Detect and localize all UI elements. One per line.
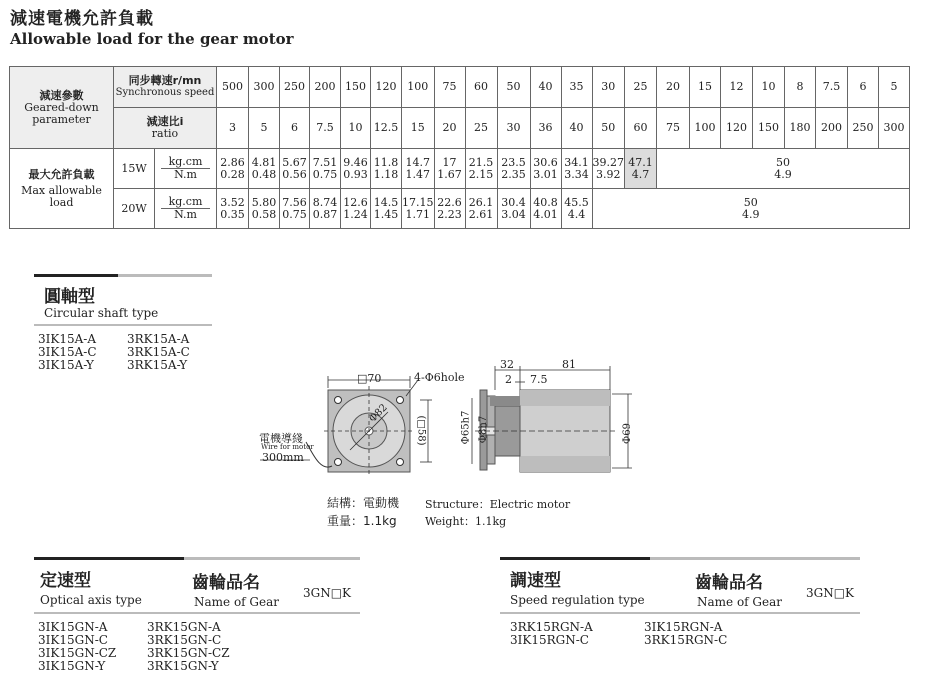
param-label-cn: 減速參數 — [39, 88, 84, 102]
speedreg-models-col2 — [644, 621, 727, 647]
ratio-cell: 60 — [625, 108, 657, 149]
load-value-cell — [310, 149, 341, 189]
model-code: 3IK15A-C — [38, 345, 97, 359]
ratio-cell: 12.5 — [371, 108, 402, 149]
load-nm: 1.47 — [405, 167, 430, 181]
ratio-cell: 75 — [657, 108, 690, 149]
load-kgcm: 4.81 — [251, 155, 277, 169]
load-nm: 0.56 — [282, 167, 307, 181]
wire-length: 300mm — [262, 451, 304, 464]
optical-gear-en: Name of Gear — [194, 595, 280, 609]
load-value-cell — [249, 189, 280, 229]
dim-hole: 4-Φ6hole — [414, 371, 465, 384]
section-rule — [500, 557, 650, 560]
speed-label-en: Synchronous speed — [115, 87, 215, 98]
side-view — [472, 366, 632, 472]
speed-cell: 120 — [371, 67, 402, 108]
section-rule — [34, 274, 118, 277]
ratio-cell: 7.5 — [310, 108, 341, 149]
load-value-cell — [561, 149, 592, 189]
ratio-cell: 36 — [530, 108, 561, 149]
speed-cell: 35 — [561, 67, 592, 108]
ratio-cell: 40 — [561, 108, 592, 149]
weight-en: Weight：1.1kg — [425, 515, 507, 528]
load-kgcm: 5.67 — [282, 155, 307, 169]
ratio-cell: 180 — [785, 108, 816, 149]
load-label-cn: 最大允許負載 — [28, 167, 95, 181]
load-max-cell — [657, 149, 910, 189]
speed-cell: 10 — [753, 67, 785, 108]
optical-title-cn: 定速型 — [40, 571, 91, 591]
load-value-cell — [465, 149, 497, 189]
load-kgcm: 50 — [743, 195, 758, 209]
circular-models-col2 — [127, 333, 190, 372]
speed-cell: 250 — [280, 67, 310, 108]
speed-cell: 12 — [721, 67, 753, 108]
load-value-cell — [280, 189, 310, 229]
load-nm: 0.48 — [251, 167, 277, 181]
load-kgcm: 23.5 — [501, 155, 526, 169]
section-rule — [118, 274, 212, 277]
section-rule — [34, 557, 184, 560]
ratio-cell: 3 — [217, 108, 249, 149]
load-nm: 4.9 — [774, 167, 792, 181]
model-code: 3IK15RGN-A — [644, 620, 723, 634]
load-nm: 3.92 — [596, 167, 621, 181]
speed-cell: 20 — [657, 67, 690, 108]
speed-cell: 8 — [785, 67, 816, 108]
load-value-cell — [280, 149, 310, 189]
optical-gear-code: 3GN□K — [303, 586, 352, 600]
load-nm: 4.4 — [567, 207, 586, 221]
dim-65: Φ65h7 — [460, 410, 472, 445]
optical-title-en: Optical axis type — [40, 593, 142, 607]
load-value-cell — [402, 189, 435, 229]
circular-title-cn: 圓軸型 — [44, 287, 95, 307]
dim-81: 81 — [562, 358, 576, 371]
optical-gear-cn: 齒輪品名 — [192, 573, 260, 593]
speed-cell: 75 — [434, 67, 465, 108]
load-value-cell — [217, 189, 249, 229]
speed-cell: 30 — [592, 67, 625, 108]
load-value-cell — [402, 149, 435, 189]
load-nm: 4.9 — [742, 207, 760, 221]
load-nm: 2.23 — [437, 207, 462, 221]
load-value-cell — [371, 189, 402, 229]
load-kgcm: 21.5 — [468, 155, 494, 169]
speedreg-gear-cn: 齒輪品名 — [695, 573, 763, 593]
load-nm: 4.01 — [533, 207, 558, 221]
model-code: 3RK15A-Y — [127, 358, 188, 372]
page-title-cn: 減速電機允許負載 — [10, 9, 154, 29]
load-nm: 3.34 — [564, 167, 589, 181]
load-nm: 4.7 — [631, 167, 650, 181]
ratio-cell: 300 — [879, 108, 910, 149]
ratio-label-cn: 減速比i — [146, 115, 184, 128]
speed-cell: 150 — [341, 67, 371, 108]
ratio-cell: 20 — [434, 108, 465, 149]
speed-cell: 500 — [217, 67, 249, 108]
load-kgcm: 39.27 — [592, 155, 624, 169]
load-value-cell — [530, 189, 561, 229]
model-code: 3RK15GN-Y — [147, 659, 219, 673]
load-value-cell — [497, 149, 530, 189]
load-kgcm: 14.5 — [373, 195, 399, 209]
load-value-cell — [434, 149, 465, 189]
model-code: 3RK15RGN-C — [644, 633, 728, 647]
load-value-cell — [249, 149, 280, 189]
unit-cell: kg.cm N.m — [155, 149, 217, 189]
speedreg-gear-en: Name of Gear — [697, 595, 783, 609]
load-nm: 1.71 — [405, 207, 430, 221]
ratio-cell: 120 — [721, 108, 753, 149]
load-kgcm: 14.7 — [405, 155, 430, 169]
load-kgcm: 5.80 — [251, 195, 277, 209]
speed-cell: 300 — [249, 67, 280, 108]
load-kgcm: 45.5 — [564, 195, 589, 209]
load-value-cell — [625, 149, 657, 189]
speed-header — [114, 67, 217, 108]
load-value-cell — [592, 149, 625, 189]
section-rule — [34, 612, 360, 614]
load-kgcm: 7.51 — [312, 155, 338, 169]
ratio-cell: 50 — [592, 108, 625, 149]
speed-cell: 40 — [530, 67, 561, 108]
speed-cell: 6 — [848, 67, 879, 108]
model-code: 3IK15A-Y — [38, 358, 94, 372]
load-kgcm: 30.6 — [533, 155, 558, 169]
circular-title-en: Circular shaft type — [44, 306, 159, 320]
dim-32: 32 — [500, 358, 514, 371]
speedreg-title-cn: 調速型 — [510, 571, 561, 591]
dim-82: Φ82 — [367, 402, 390, 425]
model-code: 3RK15A-A — [127, 332, 190, 346]
load-value-cell — [341, 189, 371, 229]
load-nm: 0.75 — [282, 207, 307, 221]
model-code: 3IK15GN-CZ — [38, 646, 117, 660]
model-code: 3RK15A-C — [127, 345, 190, 359]
load-nm: 0.93 — [343, 167, 368, 181]
speedreg-models-col1 — [510, 621, 593, 647]
section-rule — [650, 557, 860, 560]
speed-cell: 60 — [465, 67, 497, 108]
dim-2: 2 — [505, 373, 512, 386]
speedreg-gear-code: 3GN□K — [806, 586, 855, 600]
ratio-cell: 150 — [753, 108, 785, 149]
section-rule — [34, 324, 212, 326]
load-kgcm: 34.1 — [564, 155, 589, 169]
speed-cell: 15 — [690, 67, 721, 108]
structure-en: Structure：Electric motor — [425, 498, 571, 511]
speed-cell: 7.5 — [816, 67, 848, 108]
speed-cell: 50 — [497, 67, 530, 108]
ratio-cell: 15 — [402, 108, 435, 149]
optical-models-col2 — [147, 621, 230, 673]
load-value-cell — [371, 149, 402, 189]
load-kgcm: 30.4 — [501, 195, 526, 209]
load-value-cell — [341, 149, 371, 189]
dim-58: (□58) — [415, 415, 427, 446]
load-kgcm: 9.46 — [343, 155, 368, 169]
load-nm: 2.35 — [501, 167, 526, 181]
dim-7-5: 7.5 — [530, 373, 548, 386]
load-kgcm: 17.15 — [402, 195, 434, 209]
ratio-cell: 100 — [690, 108, 721, 149]
load-nm: 2.15 — [468, 167, 494, 181]
dim-8: Φ8h7 — [478, 415, 490, 444]
model-code: 3RK15GN-A — [147, 620, 221, 634]
dim-69: Φ69 — [621, 423, 633, 444]
load-kgcm: 3.52 — [220, 195, 245, 209]
load-kgcm: 7.56 — [282, 195, 307, 209]
structure-cn: 結構：電動機 — [327, 496, 400, 510]
load-value-cell — [497, 189, 530, 229]
load-nm: 3.01 — [533, 167, 558, 181]
speed-cell: 200 — [310, 67, 341, 108]
load-nm: 3.04 — [501, 207, 526, 221]
ratio-label-en: ratio — [151, 127, 179, 140]
load-nm: 1.24 — [343, 207, 368, 221]
power-20w: 20W — [114, 189, 155, 229]
load-nm: 0.35 — [220, 207, 245, 221]
load-value-cell — [310, 189, 341, 229]
load-max-cell — [592, 189, 910, 229]
load-kgcm: 8.74 — [312, 195, 338, 209]
speed-cell: 25 — [625, 67, 657, 108]
load-value-cell — [434, 189, 465, 229]
model-code: 3IK15RGN-C — [510, 633, 589, 647]
load-header — [10, 149, 114, 229]
allowable-load-table — [9, 66, 910, 229]
param-label-en: Geared-down parameter — [24, 100, 99, 126]
wire-label-cn: 電機導綫 — [259, 432, 303, 445]
param-header — [10, 67, 114, 149]
power-15w: 15W — [114, 149, 155, 189]
load-kgcm: 50 — [776, 155, 790, 169]
load-value-cell — [217, 149, 249, 189]
load-nm: 0.58 — [251, 207, 277, 221]
section-rule — [184, 557, 360, 560]
load-kgcm: 17 — [442, 155, 457, 169]
load-kgcm: 47.1 — [628, 155, 653, 169]
circular-models-col1 — [38, 333, 97, 372]
model-code: 3RK15GN-CZ — [147, 646, 230, 660]
dim-70: □70 — [357, 372, 382, 385]
ratio-cell: 30 — [497, 108, 530, 149]
ratio-header — [114, 108, 217, 149]
model-code: 3RK15RGN-A — [510, 620, 593, 634]
load-value-cell — [561, 189, 592, 229]
ratio-cell: 25 — [465, 108, 497, 149]
load-nm: 0.87 — [312, 207, 338, 221]
unit-cell: kg.cm N.m — [155, 189, 217, 229]
load-kgcm: 40.8 — [533, 195, 558, 209]
load-value-cell — [465, 189, 497, 229]
page-title-en: Allowable load for the gear motor — [10, 30, 294, 48]
ratio-cell: 6 — [280, 108, 310, 149]
load-label-en: Max allowable load — [21, 183, 102, 209]
wire-label-en: Wire for motor — [261, 443, 314, 451]
load-nm: 1.18 — [373, 167, 399, 181]
model-code: 3IK15A-A — [38, 332, 96, 346]
model-code: 3IK15GN-C — [38, 633, 108, 647]
load-nm: 0.75 — [312, 167, 338, 181]
optical-models-col1 — [38, 621, 116, 673]
ratio-cell: 250 — [848, 108, 879, 149]
model-code: 3IK15GN-A — [38, 620, 108, 634]
load-nm: 0.28 — [220, 167, 245, 181]
speedreg-title-en: Speed regulation type — [510, 593, 645, 607]
model-code: 3IK15GN-Y — [38, 659, 106, 673]
load-nm: 1.67 — [437, 167, 462, 181]
load-nm: 1.45 — [373, 207, 399, 221]
ratio-cell: 10 — [341, 108, 371, 149]
load-kgcm: 11.8 — [373, 155, 399, 169]
load-kgcm: 12.6 — [343, 195, 368, 209]
section-rule — [500, 612, 860, 614]
load-kgcm: 26.1 — [468, 195, 494, 209]
model-code: 3RK15GN-C — [147, 633, 222, 647]
ratio-cell: 5 — [249, 108, 280, 149]
speed-label-cn: 同步轉速r/mn — [128, 74, 202, 87]
weight-cn: 重量：1.1kg — [327, 514, 397, 528]
load-kgcm: 2.86 — [220, 155, 245, 169]
speed-cell: 5 — [879, 67, 910, 108]
ratio-cell: 200 — [816, 108, 848, 149]
speed-cell: 100 — [402, 67, 435, 108]
load-kgcm: 22.6 — [437, 195, 462, 209]
load-value-cell — [530, 149, 561, 189]
load-nm: 2.61 — [468, 207, 494, 221]
